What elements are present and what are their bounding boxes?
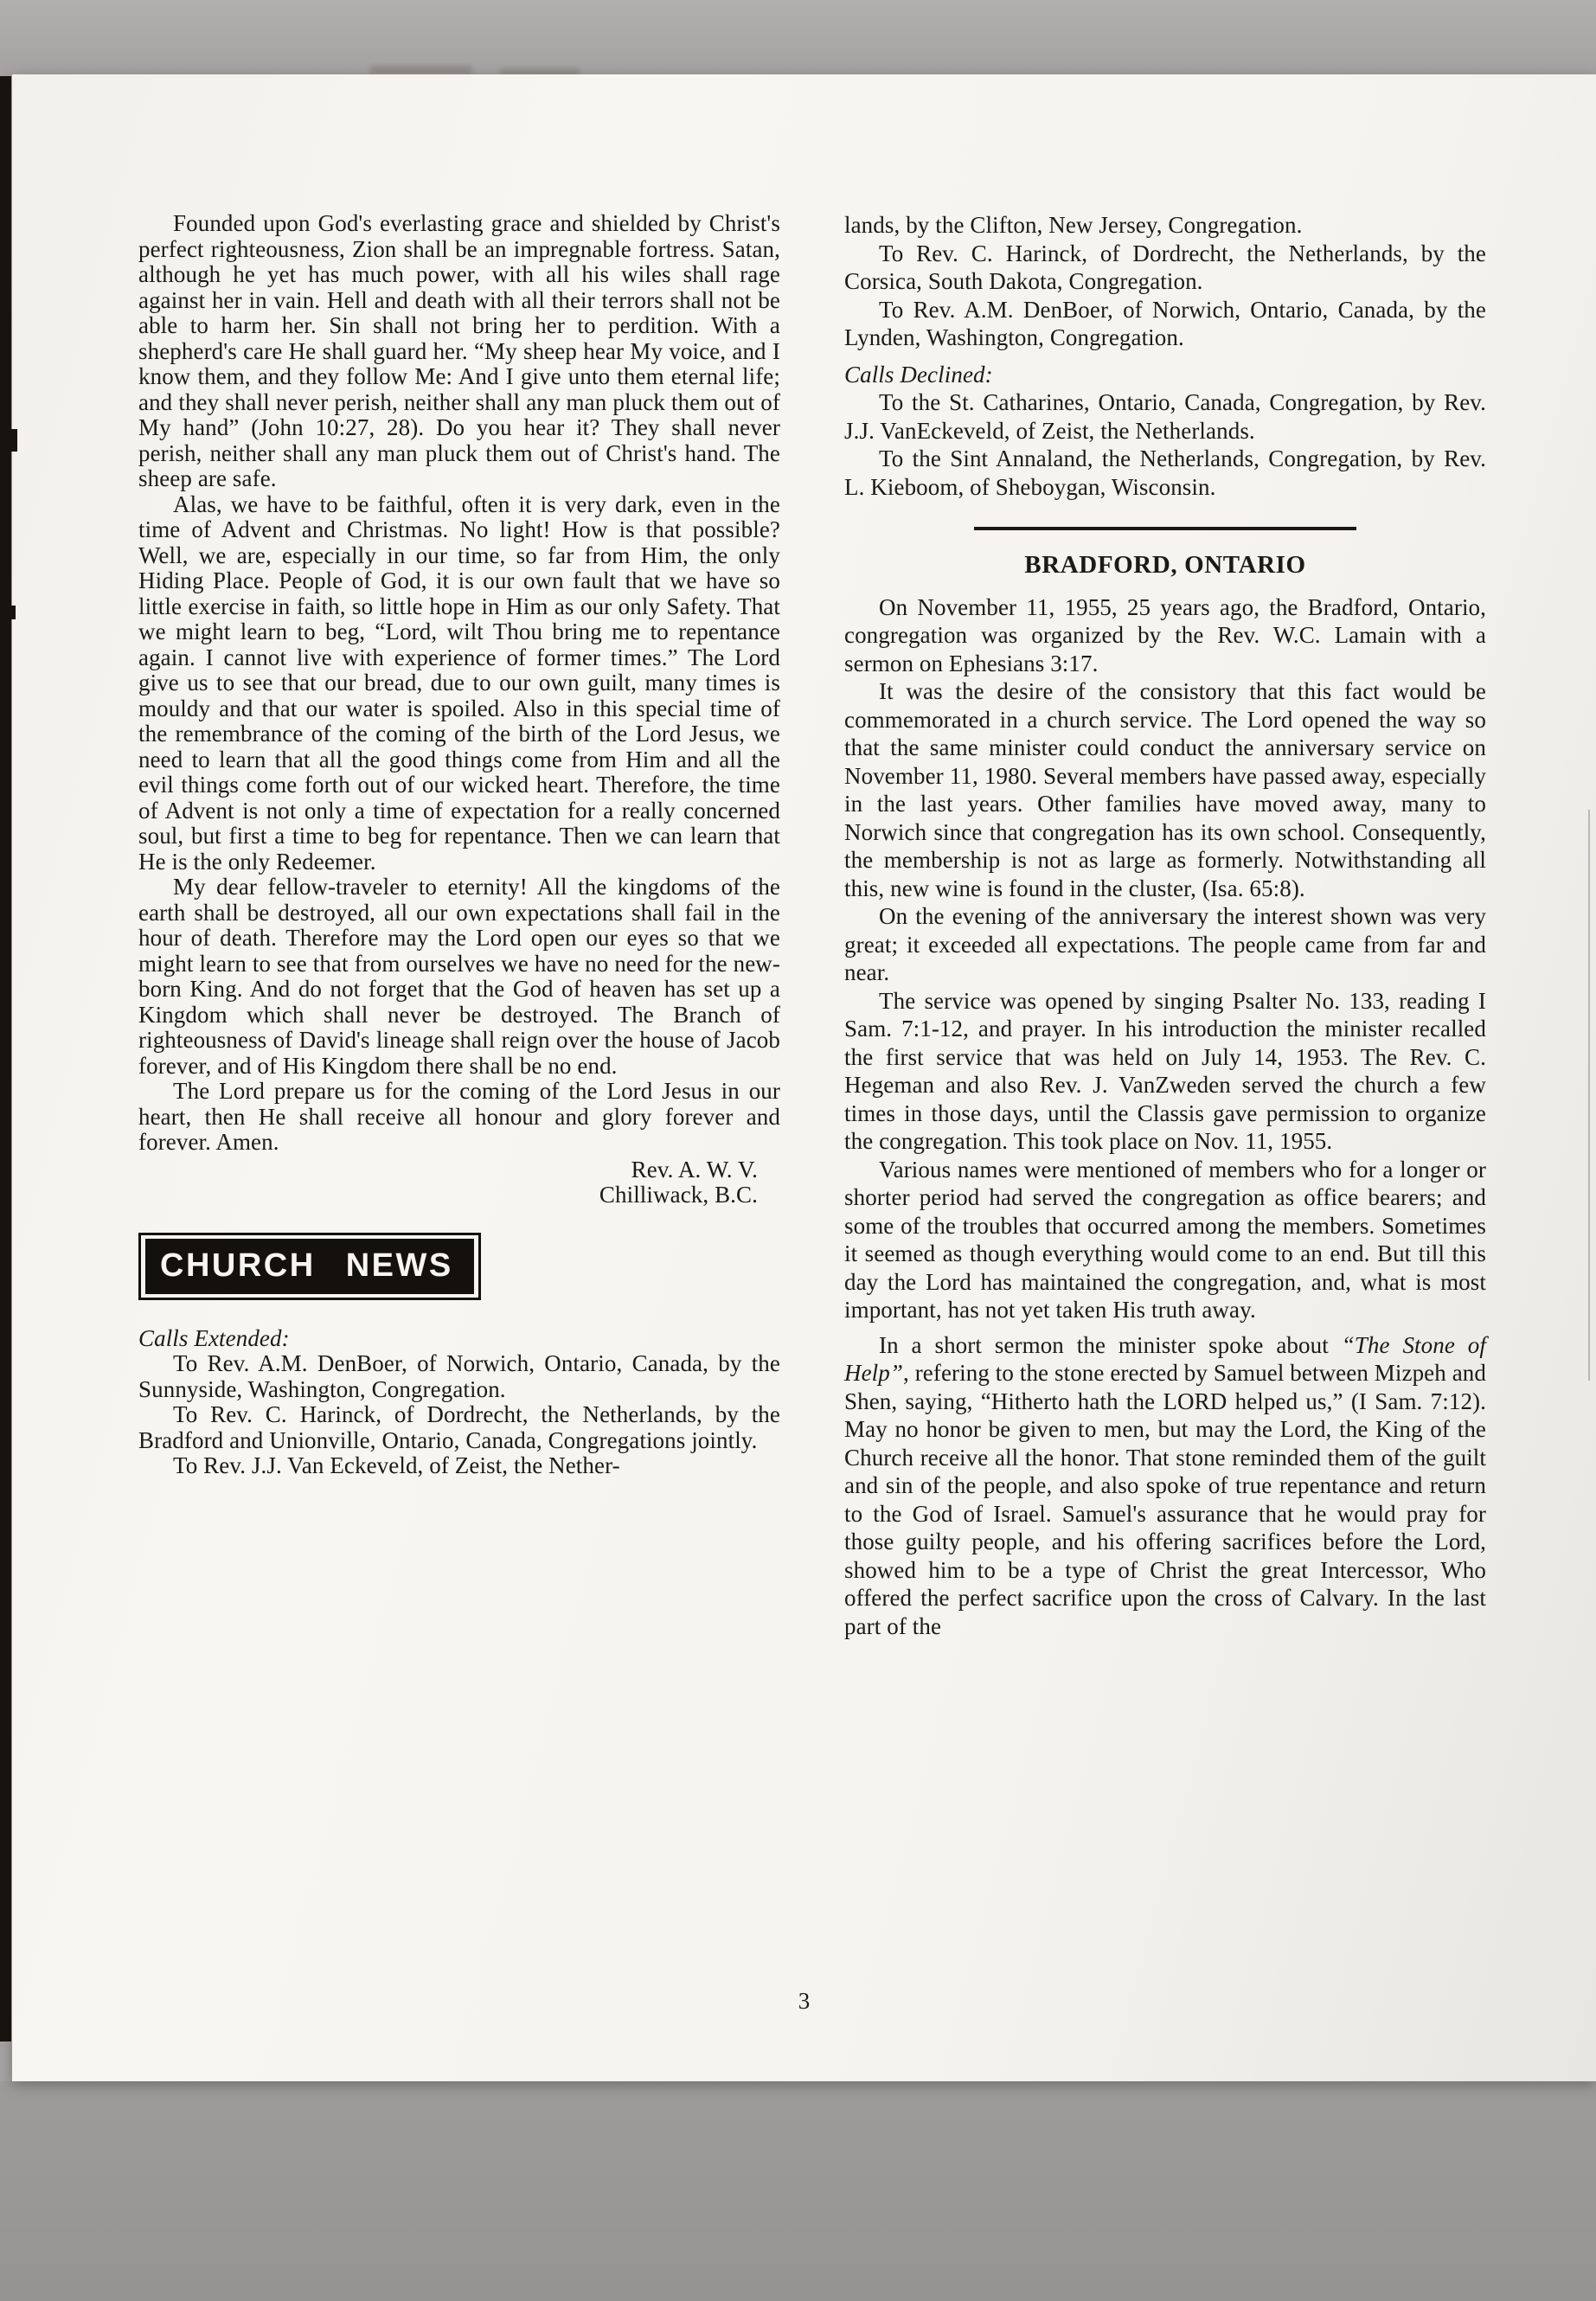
meditation-paragraph: Alas, we have to be faithful, often it is very dark, even in the time of Advent and Christmas. No light! How is that possible? Well, we are, especially in our time, so far from Him, the only Hiding Place. People of God, it is our own fault that we have so little exercise in faith, so little hope in Him as our only Safety. That we might learn to beg, “Lord, wilt Thou bring me to repentance again. I cannot live with experience of former times.” The Lord give us to see that our bread, due to our own guilt, many times is mouldy and that our water is spoiled. Also in this special time of the remembrance of the coming of the birth of the Lord Jesus, we need to learn that all the good things come from Him and all the evil things come forth out of our wicked heart. Therefore, the time of Advent is not only a time of expectation for a really concerned soul, but first a time to beg for repentance. Then we can learn that He is the only Redeemer. — [138, 490, 780, 875]
sermon-text-lead: In a short sermon the minister spoke about — [879, 1331, 1342, 1358]
bradford-paragraph: On November 11, 1955, 25 years ago, the Bradford, Ontario, congregation was organized by the Rev. W.C. Lamain with a sermon on Ephesians 3:17. — [844, 593, 1486, 676]
bradford-paragraph: Various names were mentioned of members who for a longer or shorter period had served the congregation as office bearers; and some of the troubles that occurred among the members. Sometimes it seemed as though everything would come to an end. But till this day the Lord has maintained the congregation, and, what is most important, has not yet taken His truth away. — [844, 1156, 1486, 1323]
church-news-banner — [138, 1233, 481, 1300]
church-news-banner-title: CHURCH NEWS — [145, 1239, 474, 1294]
signature-place: Chilliwack, B.C. — [599, 1182, 758, 1208]
scan-line-artifact — [1588, 810, 1590, 1381]
right-column — [844, 211, 1486, 1640]
call-extended-item: To Rev. J.J. Van Eckeveld, of Zeist, the Nether- — [173, 1452, 620, 1478]
call-extended-item: To Rev. A.M. DenBoer, of Norwich, Ontario, Canada, by the Lynden, Washington, Congregation. — [844, 296, 1486, 350]
calls-declined-label: Calls Declined: — [844, 361, 993, 388]
section-divider — [974, 527, 1356, 530]
call-declined-item: To the St. Catharines, Ontario, Canada, Congregation, by Rev. J.J. VanEckeveld, of Zeist, the Netherlands. — [844, 389, 1486, 444]
page-number: 3 — [798, 1988, 811, 2014]
call-extended-item: To Rev. C. Harinck, of Dordrecht, the Netherlands, by the Bradford and Unionville, Ontario, Canada, Congregations jointly. — [138, 1401, 780, 1453]
bradford-paragraph: It was the desire of the consistory that this fact would be commemorated in a church service. The Lord opened the way so that the same minister could conduct the anniversary service on November 11, 1980. Several members have passed away, especially in the last years. Other families have moved away, many to Norwich since that congregation has its own school. Consequently, the membership is not as large as formerly. Notwithstanding all this, new wine is found in the cluster, (Isa. 65:8). — [844, 678, 1486, 901]
meditation-paragraph: My dear fellow-traveler to eternity! All the kingdoms of the earth shall be destroyed, all our own expectations shall fail in the hour of death. Therefore may the Lord open our eyes so that we might learn to see that from ourselves we have no need for the new-born King. And do not forget that the God of heaven has set up a Kingdom which shall never be destroyed. The Branch of righteousness of David's lineage shall reign over the house of Jacob forever, and of His Kingdom there shall be no end. — [138, 874, 780, 1079]
signature-name: Rev. A. W. V. — [631, 1156, 758, 1183]
sermon-title-italic: “The Stone of Help” — [844, 1331, 1486, 1386]
call-declined-item: To the Sint Annaland, the Netherlands, Congregation, by Rev. L. Kieboom, of Sheboygan, Wisconsin. — [844, 445, 1486, 500]
scan-edge-mark — [0, 429, 17, 452]
call-extended-item: To Rev. C. Harinck, of Dordrecht, the Netherlands, by the Corsica, South Dakota, Congregation. — [844, 240, 1486, 294]
scanner-background-top — [0, 0, 1596, 76]
bradford-paragraph: On the evening of the anniversary the interest shown was very great; it exceeded all expectations. The people came from far and near. — [844, 903, 1486, 985]
call-extended-item-continued: lands, by the Clifton, New Jersey, Congregation. — [844, 212, 1303, 238]
left-column — [138, 211, 780, 1640]
scanner-background-bottom — [0, 2081, 1596, 2301]
scan-edge-mark — [0, 606, 16, 619]
meditation-paragraph: The Lord prepare us for the coming of the Lord Jesus in our heart, then He shall receive all honour and glory forever and forever. Amen. — [138, 1078, 780, 1155]
bradford-paragraph: The service was opened by singing Psalter No. 133, reading I Sam. 7:1-12, and prayer. In his introduction the minister recalled the first service that was held on July 14, 1953. The Rev. C. Hegeman and also Rev. J. VanZweden served the church a few times in those days, until the Classis gave permission to organize the congregation. This took place on Nov. 11, 1955. — [844, 987, 1486, 1154]
signature-block — [138, 1157, 780, 1208]
calls-extended-label: Calls Extended: — [138, 1324, 290, 1351]
scan-edge-bar — [0, 76, 11, 2041]
bradford-paragraph-sermon — [844, 1331, 1486, 1641]
meditation-paragraph: Founded upon God's everlasting grace and shielded by Christ's perfect righteousness, Zion shall be an impregnable fortress. Satan, although he yet has much power, with all his wiles shall rage against her in vain. Hell and death with all their terrors shall not be able to harm her. Sin shall not bring her to perdition. With a shepherd's care He shall guard her. “My sheep hear My voice, and I know them, and they follow Me: And I give unto them eternal life; and they shall never perish, neither shall any man pluck them out of My hand” (John 10:27, 28). Do you hear it? They shall never perish, neither shall any man pluck them out of Christ's hand. The sheep are safe. — [138, 210, 780, 491]
sermon-text-rest: , refering to the stone erected by Samuel between Mizpeh and Shen, saying, “Hitherto hath the LORD helped us,” (I Sam. 7:12). May no honor be given to men, but may the Lord, the King of the Church receive all the honor. That stone reminded them of the guilt and sin of the people, and also spoke of true repentance and return to the God of Israel. Samuel's assurance that he would pray for those guilty people, and his offering sacrifices before the Lord, showed him to be a type of Christ the great Intercessor, Who offered the perfect sacrifice upon the cross of Calvary. In the last part of the — [844, 1360, 1486, 1639]
document-page — [12, 74, 1596, 2081]
section-heading-bradford: BRADFORD, ONTARIO — [1024, 551, 1306, 579]
call-extended-item: To Rev. A.M. DenBoer, of Norwich, Ontario, Canada, by the Sunnyside, Washington, Congregation. — [138, 1350, 780, 1402]
page-content — [138, 211, 1486, 1640]
